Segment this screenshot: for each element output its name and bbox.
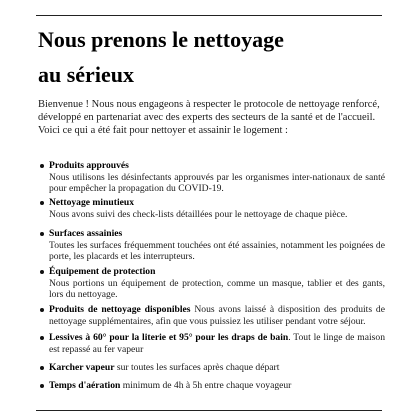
item-text: Nous avons laissé à disposition des produits de nettoyage supplémentaires, afin que vous puissiez les utiliser pendant votre séjour.	[49, 304, 385, 327]
item-text: Nous utilisons les désinfectants approuvés par les organismes inter-nationaux de santé pour empêcher la propagation du COVID-19.	[49, 171, 385, 194]
bullet-icon	[40, 336, 44, 340]
item-text: sur toutes les surfaces après chaque départ	[114, 362, 280, 373]
bullet-icon	[40, 384, 44, 388]
list-item-protective-equipment	[40, 266, 385, 301]
intro-line-3: Voici ce qui a été fait pour nettoyer et assainir le logement :	[38, 125, 288, 136]
list-item-approved-products	[40, 160, 385, 195]
list-item-ventilation	[40, 380, 385, 392]
item-title: Surfaces assainies	[49, 228, 123, 239]
item-text: Nous avons suivi des check-lists détaillées pour le nettoyage de chaque pièce.	[49, 208, 348, 220]
item-text: minimum de 4h à 5h entre chaque voyageur	[120, 380, 292, 391]
top-divider	[36, 15, 382, 16]
page-title-line-1: Nous prenons le nettoyage	[38, 27, 284, 52]
item-text: Nous portions un équipement de protection, comme un masque, tablier et des gants, lors du nettoyage.	[49, 277, 385, 300]
item-text: Toutes les surfaces fréquemment touchées ont été assainies, notamment les poignées de porte, les placards et les interrupteurs.	[49, 239, 385, 262]
list-item-cleaning-products	[40, 304, 385, 327]
bullet-icon	[40, 308, 44, 312]
intro-paragraph	[38, 98, 388, 137]
bullet-icon	[40, 270, 44, 274]
intro-line-2: développé en partenariat avec des experts des secteurs de la santé et de l'accueil.	[38, 112, 376, 123]
page-title-line-2: au sérieux	[38, 62, 134, 87]
item-text: . Tout le linge de maison est repassé au fer vapeur	[49, 332, 385, 355]
item-title: Temps d'aération	[49, 380, 121, 391]
item-title: Lessives à 60° pour la literie et 95° pour les draps de bain	[49, 332, 289, 343]
list-item-laundry	[40, 332, 385, 355]
bullet-icon	[40, 232, 44, 236]
item-title: Produits de nettoyage disponibles	[49, 304, 191, 315]
list-item-sanitized-surfaces	[40, 228, 385, 263]
list-item-steam-cleaner	[40, 362, 385, 374]
intro-line-1: Bienvenue ! Nous nous engageons à respecter le protocole de nettoyage renforcé,	[38, 99, 380, 110]
item-title: Karcher vapeur	[49, 362, 115, 373]
bullet-icon	[40, 164, 44, 168]
item-title: Produits approuvés	[49, 160, 129, 171]
list-item-thorough-cleaning	[40, 197, 385, 220]
item-title: Nettoyage minutieux	[49, 197, 134, 208]
bottom-divider	[36, 410, 382, 411]
bullet-icon	[40, 366, 44, 370]
item-title: Équipement de protection	[49, 266, 156, 277]
bullet-icon	[40, 201, 44, 205]
